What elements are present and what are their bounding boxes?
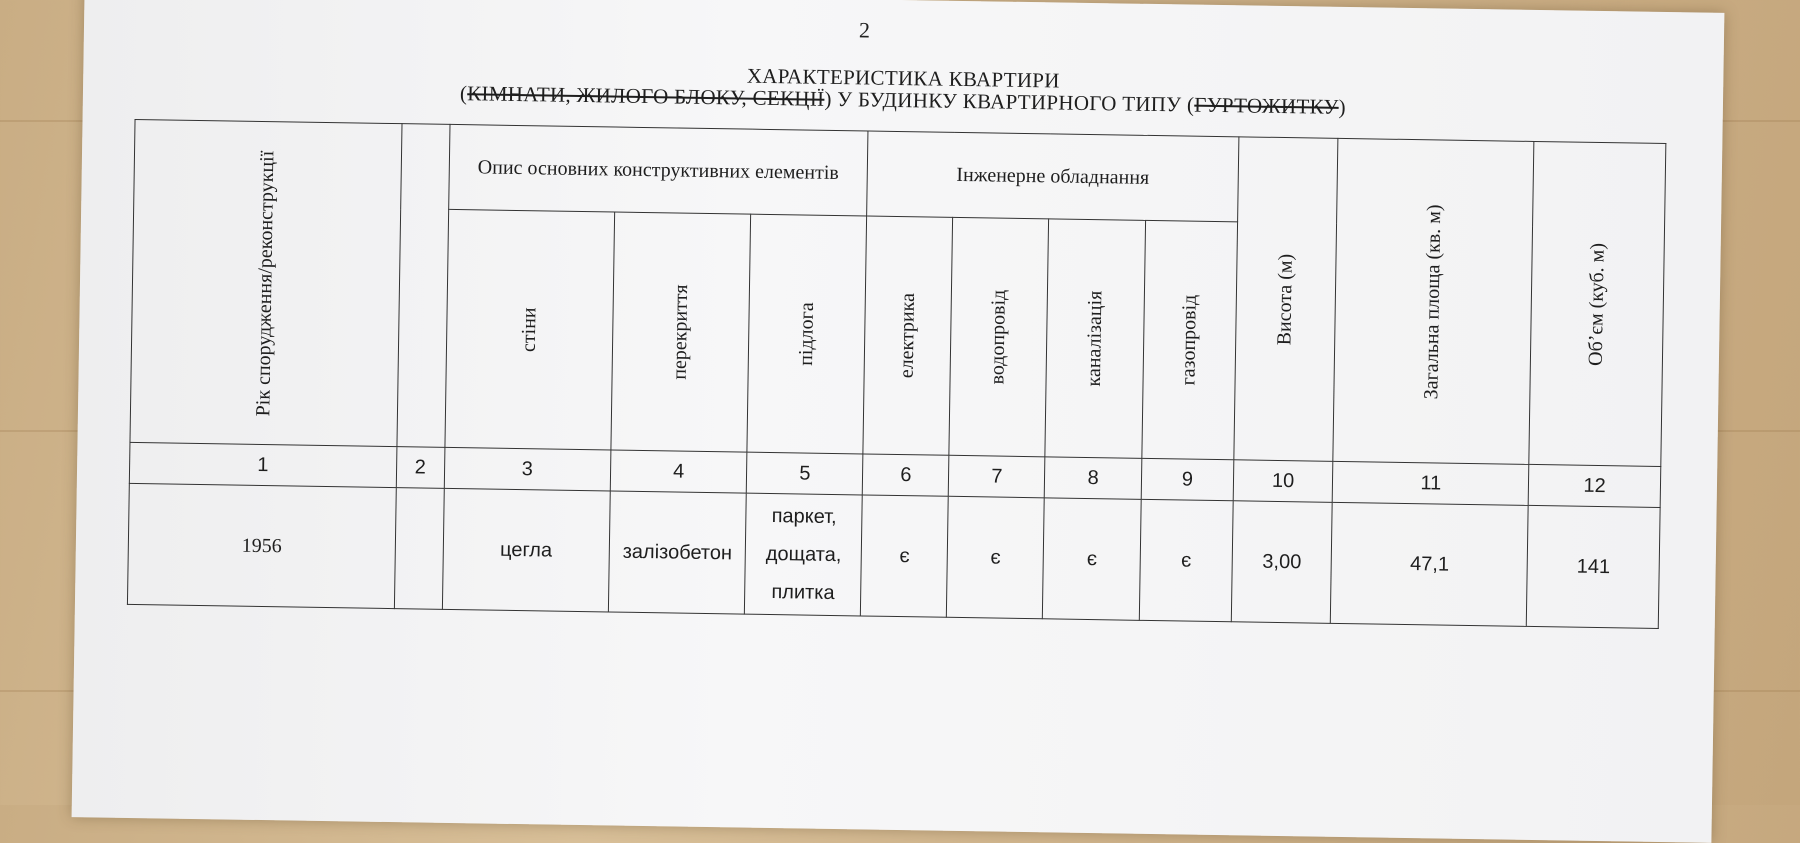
header-electric-label: електрика	[895, 292, 920, 379]
header-gas-label: газопровід	[1177, 294, 1201, 386]
document-title: ХАРАКТЕРИСТИКА КВАРТИРИ	[746, 63, 1060, 93]
cell-flooring	[745, 493, 863, 616]
cell-electric: є	[861, 495, 949, 617]
header-sewer	[1045, 219, 1146, 458]
flooring-line: паркет,	[771, 505, 837, 529]
header-sewer-label: каналізація	[1083, 290, 1107, 387]
subtitle-mid-text: ) У БУДИНКУ КВАРТИРНОГО ТИПУ (	[824, 86, 1195, 117]
page-number: 2	[858, 17, 871, 43]
header-construction-label: Опис основних конструктивних елементів	[477, 156, 840, 185]
column-number: 11	[1333, 461, 1530, 505]
column-number: 6	[863, 454, 950, 496]
cell-walls: цегла	[442, 488, 610, 612]
header-water-label: водопровід	[986, 289, 1011, 385]
header-gas	[1142, 220, 1237, 459]
header-walls-label: стіни	[517, 307, 541, 353]
cell-sewer: є	[1043, 498, 1142, 621]
header-col2	[397, 124, 450, 448]
flooring-line: плитка	[771, 581, 835, 605]
subtitle-close-paren: )	[1338, 94, 1347, 119]
header-volume	[1529, 141, 1666, 466]
cell-gas: є	[1139, 499, 1233, 621]
header-area	[1333, 138, 1534, 464]
column-number: 4	[610, 450, 747, 493]
header-engineering-group	[867, 131, 1239, 222]
header-area-label: Загальна площа (кв. м)	[1420, 203, 1446, 400]
header-height-label: Висота (м)	[1273, 253, 1298, 345]
cell-water: є	[947, 496, 1045, 618]
cell-volume: 141	[1527, 505, 1661, 628]
document-page	[72, 0, 1725, 843]
cell-area: 47,1	[1331, 502, 1529, 626]
header-flooring	[747, 214, 867, 454]
column-number: 2	[396, 447, 445, 489]
subtitle-open-paren: (	[459, 81, 468, 106]
header-floors-label: перекриття	[668, 284, 693, 380]
header-water	[949, 217, 1049, 456]
table-row	[127, 483, 1660, 628]
header-engineering-label: Інженерне обладнання	[956, 163, 1150, 189]
column-number: 5	[747, 452, 864, 495]
column-number: 12	[1529, 464, 1661, 507]
cell-floors: залізобетон	[608, 491, 746, 614]
flooring-line: дощата,	[765, 542, 842, 567]
header-electric	[863, 216, 953, 455]
cell-col2	[394, 488, 444, 610]
subtitle-struck-text-2: ГУРТОЖИТКУ	[1194, 92, 1339, 119]
subtitle-struck-text: КІМНАТИ, ЖИЛОГО БЛОКУ, СЕКЦІЇ	[467, 81, 825, 111]
header-volume-label: Об’єм (куб. м)	[1585, 242, 1609, 366]
column-number: 3	[444, 447, 611, 491]
header-construction-group	[448, 124, 868, 216]
column-number: 9	[1141, 458, 1233, 500]
header-floors	[611, 212, 751, 452]
column-number: 1	[129, 442, 396, 487]
header-year-label: Рік спорудження/реконструкції	[252, 150, 279, 417]
column-number: 10	[1233, 460, 1333, 503]
column-number: 8	[1044, 457, 1141, 500]
characteristics-table	[127, 119, 1666, 629]
cell-year: 1956	[127, 483, 396, 608]
header-year	[130, 119, 402, 446]
header-walls	[445, 209, 615, 450]
cell-height: 3,00	[1231, 501, 1332, 624]
column-number: 7	[949, 455, 1045, 497]
header-flooring-label: підлога	[795, 302, 819, 366]
header-height	[1234, 137, 1339, 462]
